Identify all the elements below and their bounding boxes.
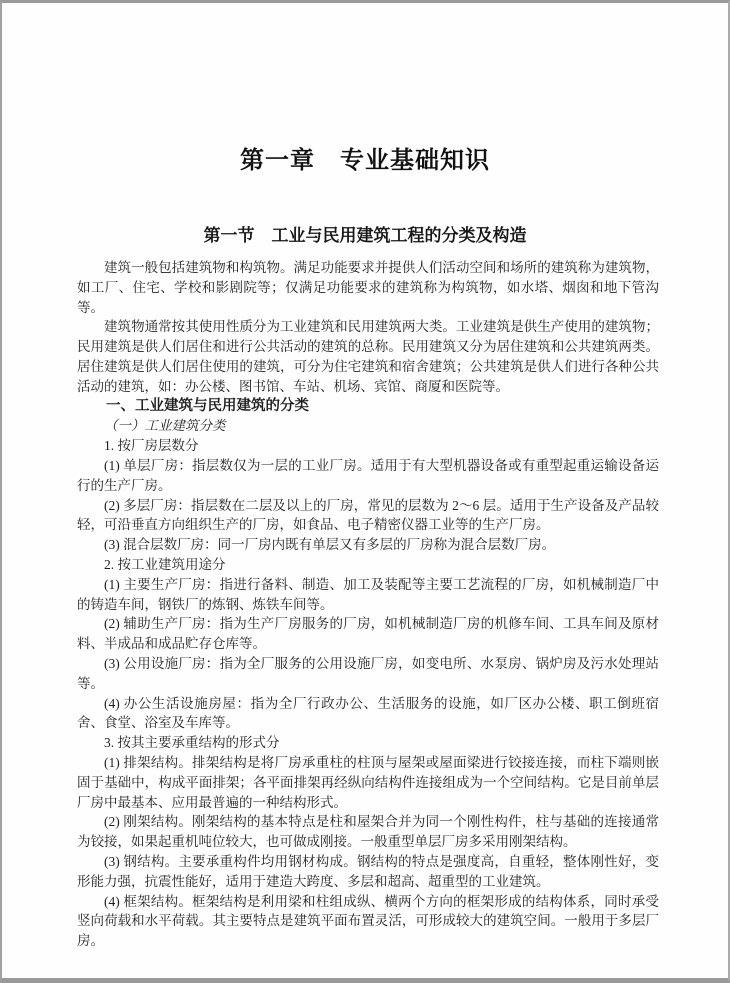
list-item: (2) 多层厂房：指层数在二层及以上的厂房，常见的层数为 2～6 层。适用于生产设备及产品较轻，可沿垂直方向组织生产的厂房，如食品、电子精密仪器工业等的生产厂房。 (77, 497, 659, 533)
heading-level-2: （一）工业建筑分类 (104, 418, 226, 434)
list-item: (3) 混合层数厂房：同一厂房内既有单层又有多层的厂房称为混合层数厂房。 (104, 537, 556, 553)
numbered-heading: 3. 按其主要承重结构的形式分 (104, 735, 280, 751)
numbered-heading: 1. 按厂房层数分 (104, 438, 199, 454)
list-item: (1) 主要生产厂房：指进行备料、制造、加工及装配等主要工艺流程的厂房，如机械制造厂中的铸造车间，钢铁厂的炼钢、炼铁车间等。 (77, 576, 659, 612)
list-item: (3) 钢结构。主要承重构件均用钢材构成。钢结构的特点是强度高，自重轻，整体刚性好，变形能力强，抗震性能好，适用于建造大跨度、多层和超高、超重型的工业建筑。 (77, 853, 659, 889)
list-item: (1) 单层厂房：指层数仅为一层的工业厂房。适用于有大型机器设备或有重型起重运输设备运行的生产厂房。 (77, 457, 659, 493)
list-item: (3) 公用设施厂房：指为全厂服务的公用设施厂房，如变电所、水泵房、锅炉房及污水处理站等。 (77, 655, 659, 691)
chapter-title: 第一章 专业基础知识 (240, 148, 490, 174)
list-item: (2) 刚架结构。刚架结构的基本特点是柱和屋架合并为同一个刚性构件，柱与基础的连接通常为铰接，如果起重机吨位较大，也可做成刚接。一般重型单层厂房多采用刚架结构。 (77, 814, 659, 850)
list-item: (4) 办公生活设施房屋：指为全厂行政办公、生活服务的设施，如厂区办公楼、职工倒班宿舍、食堂、浴室及车库等。 (77, 695, 659, 731)
list-item: (1) 排架结构。排架结构是将厂房承重柱的柱顶与屋架或屋面梁进行铰接连接，而柱下端则嵌固于基础中，构成平面排架；各平面排架再经纵向结构件连接组成为一个空间结构。它是目前单层厂房中最基本、应用最普遍的一种结构形式。 (77, 754, 659, 810)
list-item: (2) 辅助生产厂房：指为生产厂房服务的厂房，如机械制造厂房的机修车间、工具车间及原材料、半成品和成品贮存仓库等。 (77, 616, 659, 652)
heading-level-1: 一、工业建筑与民用建筑的分类 (106, 397, 309, 414)
section-title: 第一节 工业与民用建筑工程的分类及构造 (203, 226, 527, 245)
body-paragraph: 建筑物通常按其使用性质分为工业建筑和民用建筑两大类。工业建筑是供生产使用的建筑物；民用建筑是供人们居住和进行公共活动的建筑的总称。民用建筑又分为居住建筑和公共建筑两类。居住建筑是供人们居住使用的建筑，可分为住宅建筑和宿舍建筑；公共建筑是供人们进行各种公共活动的建筑，如：办公楼、图书馆、车站、机场、宾馆、商厦和医院等。 (77, 319, 659, 394)
numbered-heading: 2. 按工业建筑用途分 (104, 556, 226, 572)
page-body (77, 258, 659, 951)
body-paragraph: 建筑一般包括建筑物和构筑物。满足功能要求并提供人们活动空间和场所的建筑称为建筑物，如工厂、住宅、学校和影剧院等；仅满足功能要求的建筑称为构筑物，如水塔、烟囱和地下管沟等。 (77, 260, 659, 315)
list-item: (4) 框架结构。框架结构是利用梁和柱组成纵、横两个方向的框架形成的结构体系，同时承受竖向荷载和水平荷载。其主要特点是建筑平面布置灵活，可形成较大的建筑空间。一般用于多层厂房。 (77, 893, 659, 949)
